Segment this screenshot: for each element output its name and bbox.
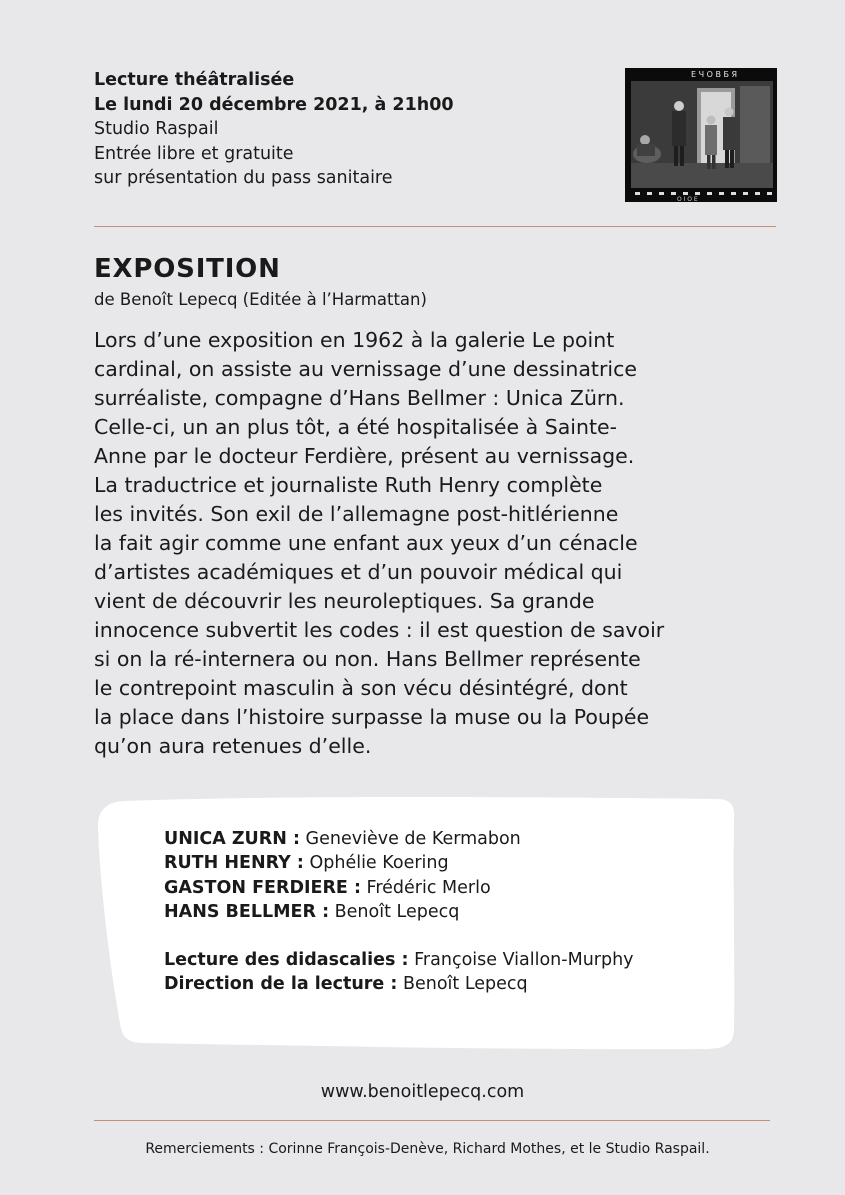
person-name: Benoît Lepecq <box>334 901 460 922</box>
person-name: Benoît Lepecq <box>402 974 528 995</box>
cast-card <box>94 793 737 1051</box>
synopsis-line: Anne par le docteur Ferdière, présent au vernissage. <box>94 444 635 468</box>
role-label: UNICA ZURN : <box>164 829 300 849</box>
synopsis-line: innocence subvertit les codes : il est question de savoir <box>94 618 665 642</box>
synopsis-line: Lors d’une exposition en 1962 à la galerie Le point <box>94 328 615 352</box>
synopsis-line: la place dans l’histoire surpasse la muse ou la Poupée <box>94 705 650 729</box>
person-name: Ophélie Koering <box>309 853 449 874</box>
acknowledgements: Remerciements : Corinne François-Denève, Richard Mothes, et le Studio Raspail. <box>145 1141 710 1157</box>
role-label: GASTON FERDIERE : <box>164 877 361 898</box>
film-edge-top: Е Ч О В Б Я <box>691 70 738 79</box>
synopsis <box>94 326 774 761</box>
synopsis-line: d’artistes académiques et d’un pouvoir médical qui <box>94 560 623 584</box>
play-title: EXPOSITION <box>94 254 281 284</box>
role-label: Direction de la lecture : <box>164 974 398 995</box>
person-name: Geneviève de Kermabon <box>305 829 521 849</box>
cast-spacer <box>164 924 634 948</box>
role-label: Lecture des didascalies : <box>164 950 409 971</box>
crew-row <box>164 948 634 972</box>
synopsis-line: Celle-ci, un an plus tôt, a été hospitalisée à Sainte- <box>94 415 618 439</box>
cast-row <box>164 827 634 851</box>
film-edge-bottom: O I O E <box>677 196 698 202</box>
event-type: Lecture théâtralisée <box>94 70 295 90</box>
crew-row <box>164 972 634 996</box>
photo-illustration <box>625 68 777 202</box>
synopsis-line: vient de découvrir les neuroleptiques. Sa grande <box>94 589 595 613</box>
role-label: RUTH HENRY : <box>164 853 304 874</box>
cast-row <box>164 851 634 875</box>
cast-row <box>164 900 634 924</box>
synopsis-line: qu’on aura retenues d’elle. <box>94 734 372 758</box>
synopsis-line: si on la ré-internera ou non. Hans Bellmer représente <box>94 647 641 671</box>
event-info <box>94 68 594 191</box>
cast-list <box>164 827 634 997</box>
website-link[interactable]: www.benoitlepecq.com <box>320 1082 525 1102</box>
synopsis-line: les invités. Son exil de l’allemagne post-hitlérienne <box>94 502 619 526</box>
synopsis-line: cardinal, on assiste au vernissage d’une dessinatrice <box>94 357 637 381</box>
contact-sheet-photo <box>625 68 777 202</box>
event-venue: Studio Raspail <box>94 119 219 139</box>
synopsis-line: La traductrice et journaliste Ruth Henry complète <box>94 473 603 497</box>
event-condition: sur présentation du pass sanitaire <box>94 168 393 188</box>
event-entry: Entrée libre et gratuite <box>94 143 294 164</box>
event-date: Le lundi 20 décembre 2021, à 21h00 <box>94 94 454 115</box>
person-name: Frédéric Merlo <box>366 877 491 898</box>
play-author: de Benoît Lepecq (Editée à l’Harmattan) <box>94 290 427 309</box>
role-label: HANS BELLMER : <box>164 901 330 922</box>
cast-row <box>164 876 634 900</box>
top-divider <box>94 226 776 227</box>
bottom-divider <box>94 1120 770 1121</box>
synopsis-line: surréaliste, compagne d’Hans Bellmer : Unica Zürn. <box>94 386 625 410</box>
synopsis-line: le contrepoint masculin à son vécu désintégré, dont <box>94 676 628 700</box>
synopsis-line: la fait agir comme une enfant aux yeux d’un cénacle <box>94 531 638 555</box>
person-name: Françoise Viallon-Murphy <box>414 950 634 971</box>
